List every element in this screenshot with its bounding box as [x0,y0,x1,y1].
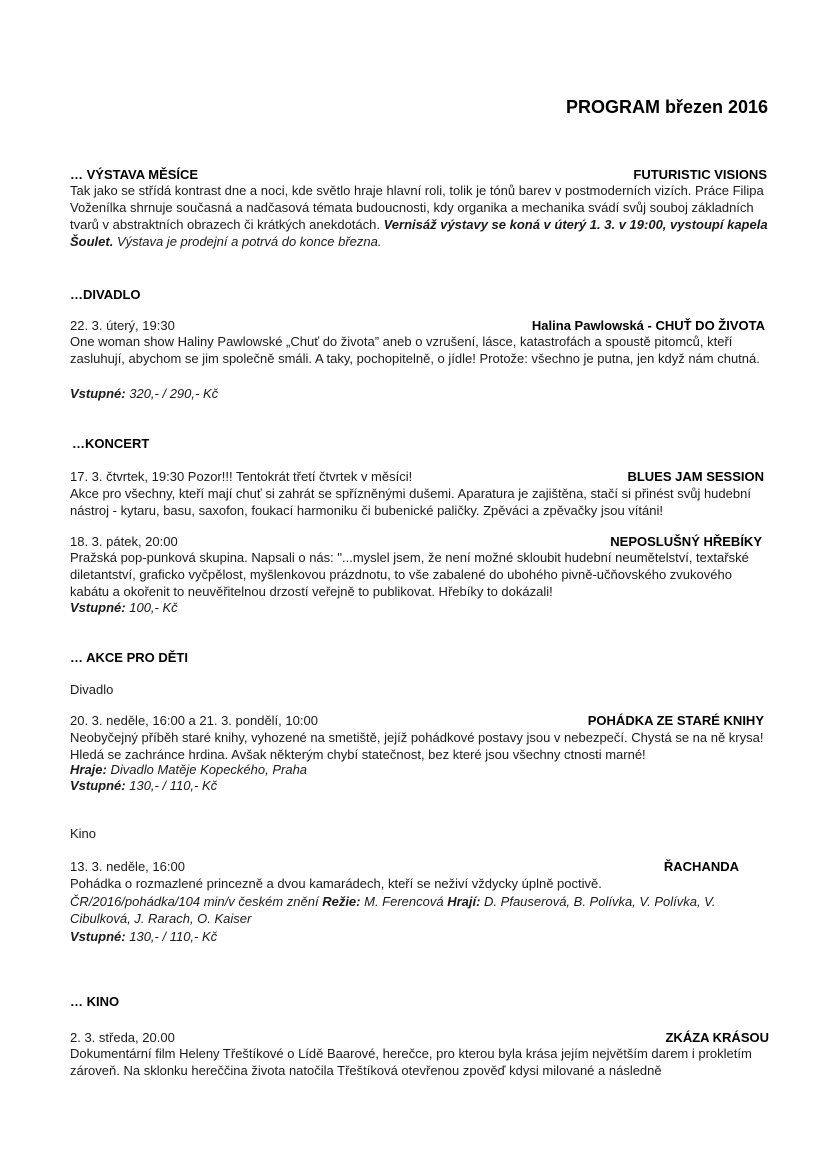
divadlo-title: Halina Pawlowská - CHUŤ DO ŽIVOTA [531,318,765,333]
divadlo-header-row [70,317,770,334]
page-title: PROGRAM březen 2016 [565,97,768,117]
vystava-title: FUTURISTIC VISIONS [633,167,767,182]
koncert-event1-text: Akce pro všechny, kteří mají chuť si zahrát se spřízněnými dušemi. Aparatura je zajištěna, stačí si přinést svůj hudební nástroj - kytaru, basu, saxofon, foukací harmoniku či bubenické paličky. Zpěváci a zpěvačky jsou vítáni! [70,486,751,518]
koncert-event2-price-value: 100,- Kč [125,600,178,615]
deti-event2-header [70,858,770,875]
deti-event1-price-label: Vstupné: [70,778,126,793]
deti-event2-hraji: D. Pfauserová, B. Polívka, V. Polívka, V. Cibulková, J. Rarach, O. Kaiser [70,894,716,926]
divadlo-price-label: Vstupné: [70,386,126,401]
deti-event2-info-format: ČR/2016/pohádka/104 min/v českém znění [70,894,323,909]
koncert-event2-header [70,533,770,550]
divadlo-price [70,386,218,401]
divadlo-date: 22. 3. úterý, 19:30 [70,318,175,333]
kino-date: 2. 3. středa, 20.00 [70,1030,175,1045]
deti-event1-header [70,712,770,729]
vystava-description: Tak jako se střídá kontrast dne a noci, kde světlo hraje hlavní roli, tolik je tónů barev v postmoderních vizích. Práce Filipa Voženílka shrnuje současná a nadčasová témata budoucnosti, kdy organika a mechanika svádí svůj souboj základních tvarů v abstraktních obrazech či krátkých anekdotách. [70,183,764,232]
deti-event2-price-value: 130,- / 110,- Kč [125,929,218,944]
deti-event1-text: Neobyčejný příběh staré knihy, vyhozené na smetiště, jejíž pohádkové postavy jsou v nebezpečí. Chystá se na ně krysa! Hledá se zachránce hrdina. Avšak některým chybí statečnost, bez které jsou všechny ctnosti marné! [70,730,764,762]
deti-event2-price [70,929,217,944]
koncert-event1-date: 17. 3. čtvrtek, 19:30 Pozor!!! Tentokrát třetí čtvrtek v měsíci! [70,469,413,484]
deti-event1-cast [70,762,307,777]
kino-heading: … KINO [70,994,120,1009]
deti-event1-date: 20. 3. neděle, 16:00 a 21. 3. pondělí, 10:00 [70,713,318,728]
divadlo-text: One woman show Haliny Pawlowské „Chuť do života” aneb o vzrušení, lásce, katastrofách a spoustě pitomců, kteří zasluhují, abychom se jim společně smáli. A taky, pochopitelně, o jídle! Protože: všechno je putna, jen když nám chutná. [70,334,760,366]
vystava-tail: Výstava je prodejní a potrvá do konce března. [113,234,382,249]
koncert-event2-price-label: Vstupné: [70,600,126,615]
koncert-heading: …KONCERT [72,436,150,451]
koncert-event2-date: 18. 3. pátek, 20:00 [70,534,178,549]
deti-event2-price-label: Vstupné: [70,929,126,944]
deti-event2-title: ŘACHANDA [663,859,739,874]
koncert-event1-header [70,468,770,485]
deti-event2-text: Pohádka o rozmazlené princezně a dvou kamarádech, kteří se neživí vždycky úplně poctivě. [70,876,602,891]
deti-heading: … AKCE PRO DĚTI [70,650,188,665]
vystava-vernisaz: Vernisáž výstavy se koná v úterý 1. 3. v 19:00, vystoupí kapela Šoulet. [70,217,768,249]
deti-event1-cast-value: Divadlo Matěje Kopeckého, Praha [106,762,308,777]
koncert-event1-title: BLUES JAM SESSION [627,469,764,484]
deti-sub-divadlo: Divadlo [70,682,114,697]
deti-event1-cast-label: Hraje: [70,762,107,777]
deti-sub-kino: Kino [70,826,97,841]
deti-event1-title: POHÁDKA ZE STARÉ KNIHY [587,713,764,728]
deti-event1-price-value: 130,- / 110,- Kč [125,778,218,793]
divadlo-heading: …DIVADLO [70,287,141,302]
deti-event2-rezie: M. Ferencová [360,894,448,909]
kino-text: Dokumentární film Heleny Třeštíkové o Lídě Baarové, herečce, pro kterou byla krása jejím největším darem i prokletím zároveň. Na sklonku hereččina života natočila Třeštíková otevřenou zpověď kdysi milované a následně [70,1046,752,1078]
deti-event1-price [70,778,217,793]
koncert-event2-title: NEPOSLUŠNÝ HŘEBÍKY [610,534,762,549]
vystava-text [70,182,774,250]
vystava-header-row [70,166,770,183]
kino-title: ZKÁZA KRÁSOU [665,1030,769,1045]
vystava-heading: … VÝSTAVA MĚSÍCE [70,167,199,182]
deti-event2-date: 13. 3. neděle, 16:00 [70,859,185,874]
kino-header-row [70,1029,770,1046]
koncert-event2-price [70,600,178,615]
deti-event2-rezie-label: Režie: [322,894,361,909]
divadlo-price-value: 320,- / 290,- Kč [125,386,219,401]
deti-event2-hraji-label: Hrají: [447,894,481,909]
koncert-event2-text: Pražská pop-punková skupina. Napsali o nás: "...myslel jsem, že není možné skloubit hudební neumětelství, textařské diletantství, graficko vyčpělost, myšlenkovou prázdnotu, to vše zabalené do ubohého pivně-učňovského zvukového kabátu a okořenit to neuvěřitelnou drzostí veřejně to publikovat. Hřebíky to dokázali! [70,550,749,599]
deti-event2-info [70,893,774,927]
